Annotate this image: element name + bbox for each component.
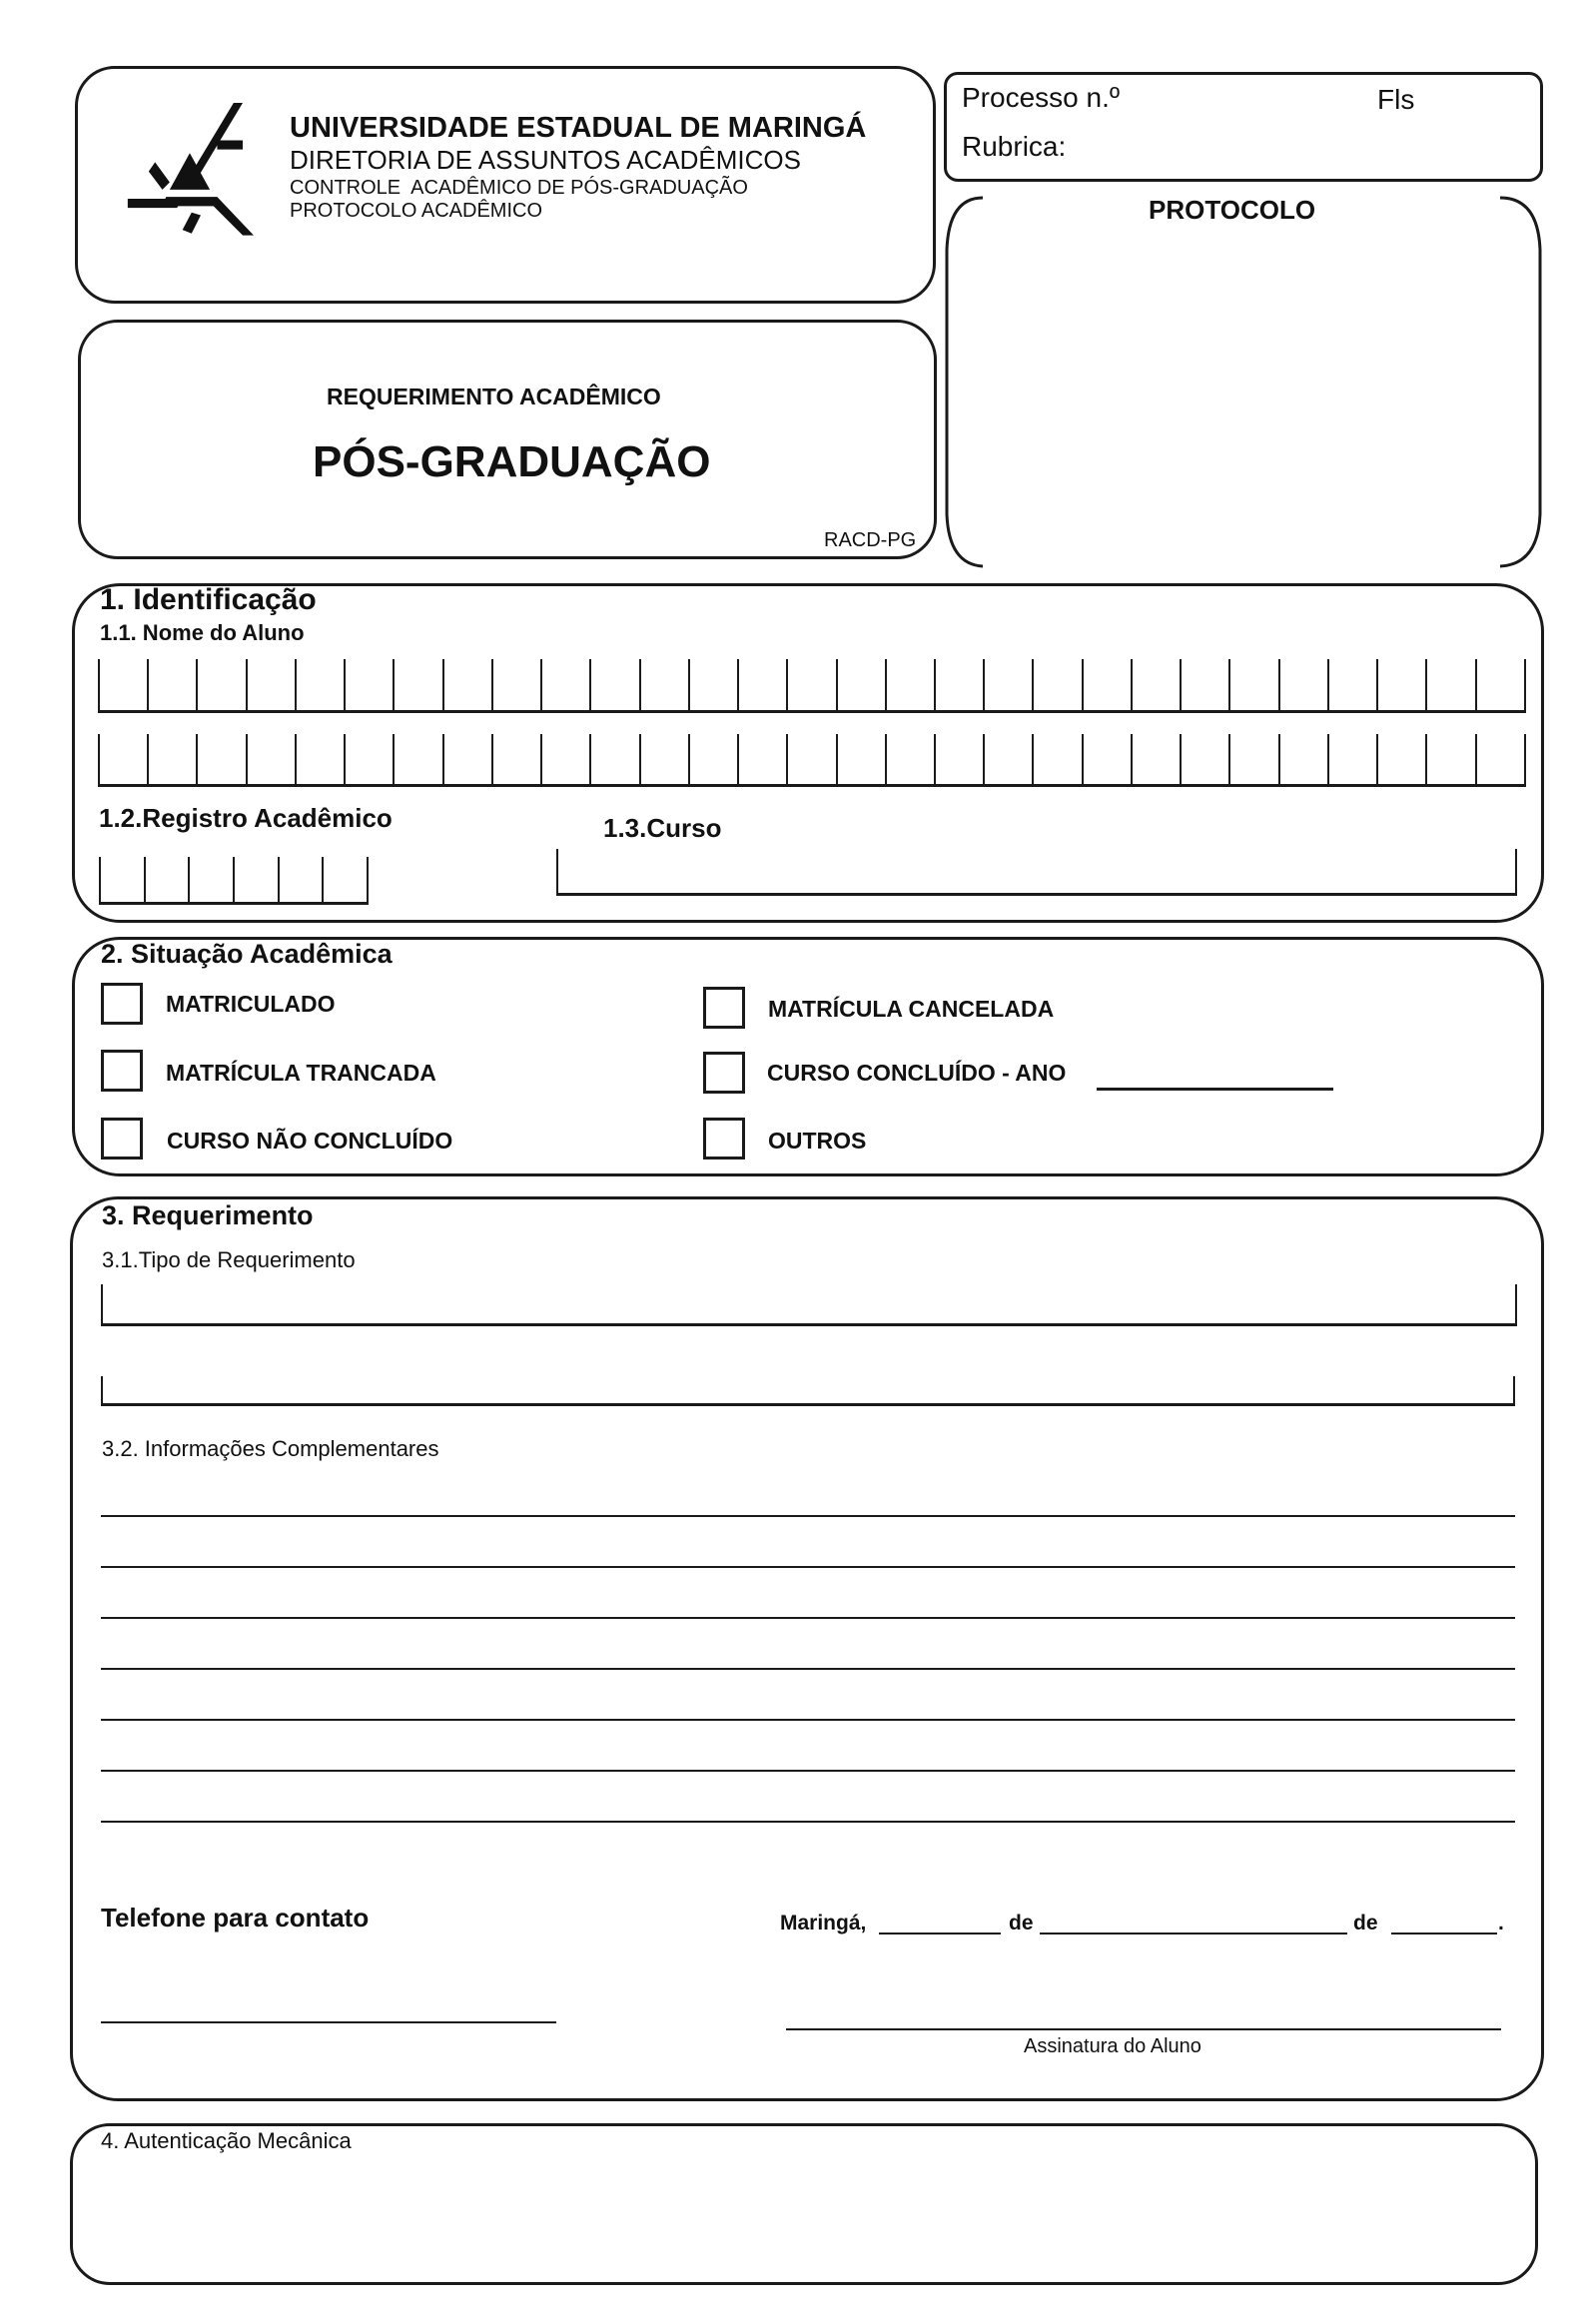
name-char-cell[interactable]	[147, 734, 196, 784]
informacoes-line[interactable]	[101, 1770, 1515, 1772]
informacoes-line[interactable]	[101, 1719, 1515, 1721]
checkbox-matricula-trancada[interactable]	[101, 1050, 143, 1092]
name-char-cell[interactable]	[98, 659, 147, 710]
section1-title: 1. Identificação	[100, 583, 317, 616]
phone-field[interactable]	[101, 2021, 556, 2023]
signature-label: Assinatura do Aluno	[1024, 2035, 1201, 2057]
name-char-cell[interactable]	[1327, 659, 1376, 710]
protocol-right-bracket	[1500, 198, 1540, 566]
date-year-field[interactable]	[1391, 1933, 1497, 1935]
name-char-cell[interactable]	[885, 659, 934, 710]
form-code: RACD-PG	[824, 529, 917, 551]
name-char-cell[interactable]	[983, 734, 1032, 784]
name-char-cell[interactable]	[491, 659, 540, 710]
registro-label: 1.2.Registro Acadêmico	[99, 803, 393, 833]
informacoes-line[interactable]	[101, 1668, 1515, 1670]
name-char-cell[interactable]	[393, 734, 441, 784]
name-char-cell[interactable]	[442, 659, 491, 710]
name-char-cell[interactable]	[1425, 734, 1474, 784]
name-char-cell[interactable]	[589, 659, 638, 710]
signature-field[interactable]	[786, 2028, 1501, 2030]
name-char-cell[interactable]	[836, 659, 885, 710]
university-name: UNIVERSIDADE ESTADUAL DE MARINGÁ	[290, 112, 867, 144]
name-char-cell[interactable]	[246, 734, 295, 784]
name-char-cell[interactable]	[491, 734, 540, 784]
name-char-cell[interactable]	[1278, 659, 1327, 710]
name-char-cell[interactable]	[1475, 659, 1526, 710]
name-char-cell[interactable]	[589, 734, 638, 784]
name-char-cell[interactable]	[737, 734, 786, 784]
name-char-cell[interactable]	[639, 734, 688, 784]
date-month-field[interactable]	[1040, 1933, 1347, 1935]
phone-label: Telefone para contato	[101, 1903, 370, 1933]
registro-char-cell[interactable]	[278, 857, 323, 902]
form-subtitle: REQUERIMENTO ACADÊMICO	[327, 384, 661, 409]
directorate-name: DIRETORIA DE ASSUNTOS ACADÊMICOS	[290, 145, 801, 175]
name-char-cell[interactable]	[836, 734, 885, 784]
name-char-cell[interactable]	[442, 734, 491, 784]
name-char-cell[interactable]	[1376, 659, 1425, 710]
name-char-cell[interactable]	[1082, 734, 1131, 784]
name-char-cell[interactable]	[540, 734, 589, 784]
tipo-requerimento-field-2[interactable]	[101, 1376, 1515, 1406]
name-char-cell[interactable]	[1278, 734, 1327, 784]
informacoes-line[interactable]	[101, 1515, 1515, 1517]
fls-label: Fls	[1377, 84, 1415, 115]
date-day-field[interactable]	[879, 1933, 1001, 1935]
name-char-cell[interactable]	[98, 734, 147, 784]
informacoes-line[interactable]	[101, 1566, 1515, 1568]
date-de-1: de	[1009, 1912, 1034, 1935]
section-requerimento	[70, 1196, 1544, 2101]
protocol-box-frame	[939, 190, 1548, 574]
name-char-cell[interactable]	[983, 659, 1032, 710]
checkbox-curso-concluido[interactable]	[703, 1052, 745, 1094]
curso-label: 1.3.Curso	[603, 813, 722, 843]
name-char-cell[interactable]	[295, 659, 344, 710]
option-curso-nao-concluido: CURSO NÃO CONCLUÍDO	[167, 1128, 453, 1154]
logo-stroke-2	[217, 140, 243, 149]
name-char-cell[interactable]	[147, 659, 196, 710]
ano-field[interactable]	[1097, 1088, 1333, 1091]
name-char-cell[interactable]	[1032, 659, 1081, 710]
name-char-cell[interactable]	[786, 734, 835, 784]
registro-char-cell[interactable]	[233, 857, 278, 902]
logo-stroke-3	[149, 162, 170, 189]
curso-field[interactable]	[556, 849, 1517, 896]
checkbox-outros[interactable]	[703, 1118, 745, 1160]
name-char-cell[interactable]	[688, 734, 737, 784]
tipo-requerimento-field-1[interactable]	[101, 1284, 1517, 1326]
name-char-cell[interactable]	[196, 659, 245, 710]
name-char-cell[interactable]	[1327, 734, 1376, 784]
uem-logo-icon	[126, 98, 254, 236]
name-char-cell[interactable]	[295, 734, 344, 784]
logo-stroke-5	[163, 197, 254, 235]
name-char-cell[interactable]	[393, 659, 441, 710]
name-char-cell[interactable]	[1425, 659, 1474, 710]
option-matriculado: MATRICULADO	[166, 991, 336, 1017]
name-char-cell[interactable]	[1376, 734, 1425, 784]
protocol-title: PROTOCOLO	[1149, 195, 1316, 225]
name-field-row-1[interactable]	[98, 659, 1526, 713]
informacoes-label: 3.2. Informações Complementares	[102, 1436, 439, 1461]
name-char-cell[interactable]	[246, 659, 295, 710]
name-char-cell[interactable]	[885, 734, 934, 784]
name-char-cell[interactable]	[934, 659, 983, 710]
form-title: PÓS-GRADUAÇÃO	[313, 437, 711, 486]
name-char-cell[interactable]	[688, 659, 737, 710]
checkbox-matriculado[interactable]	[101, 983, 143, 1025]
name-label: 1.1. Nome do Aluno	[100, 620, 305, 645]
control-name: CONTROLE ACADÊMICO DE PÓS-GRADUAÇÃO	[290, 177, 748, 199]
registro-char-cell[interactable]	[322, 857, 369, 902]
name-char-cell[interactable]	[1131, 659, 1180, 710]
name-char-cell[interactable]	[1475, 734, 1526, 784]
option-curso-concluido: CURSO CONCLUÍDO - ANO	[767, 1060, 1067, 1086]
name-char-cell[interactable]	[1228, 659, 1277, 710]
name-char-cell[interactable]	[934, 734, 983, 784]
option-outros: OUTROS	[768, 1128, 867, 1154]
date-city: Maringá,	[780, 1912, 867, 1935]
checkbox-curso-nao-concluido[interactable]	[101, 1118, 143, 1160]
option-matricula-cancelada: MATRÍCULA CANCELADA	[768, 996, 1055, 1022]
protocol-dept-name: PROTOCOLO ACADÊMICO	[290, 200, 543, 222]
name-char-cell[interactable]	[737, 659, 786, 710]
name-char-cell[interactable]	[1180, 659, 1228, 710]
section3-title: 3. Requerimento	[102, 1200, 314, 1230]
rubrica-label: Rubrica:	[962, 131, 1067, 162]
name-char-cell[interactable]	[1180, 734, 1228, 784]
name-char-cell[interactable]	[1032, 734, 1081, 784]
section2-title: 2. Situação Acadêmica	[101, 939, 393, 969]
registro-char-cell[interactable]	[99, 857, 144, 902]
informacoes-line[interactable]	[101, 1617, 1515, 1619]
date-end-period: .	[1498, 1912, 1504, 1935]
name-char-cell[interactable]	[1082, 659, 1131, 710]
name-char-cell[interactable]	[344, 734, 393, 784]
name-char-cell[interactable]	[196, 734, 245, 784]
name-field-row-2[interactable]	[98, 734, 1526, 787]
name-char-cell[interactable]	[1131, 734, 1180, 784]
name-char-cell[interactable]	[639, 659, 688, 710]
section4-title: 4. Autenticação Mecânica	[101, 2128, 352, 2153]
checkbox-matricula-cancelada[interactable]	[703, 987, 745, 1029]
process-number-label: Processo n.º	[962, 82, 1121, 113]
name-char-cell[interactable]	[344, 659, 393, 710]
date-de-2: de	[1353, 1912, 1378, 1935]
name-char-cell[interactable]	[1228, 734, 1277, 784]
registro-field[interactable]	[99, 857, 369, 905]
registro-char-cell[interactable]	[188, 857, 233, 902]
informacoes-line[interactable]	[101, 1821, 1515, 1823]
tipo-requerimento-label: 3.1.Tipo de Requerimento	[102, 1247, 356, 1272]
registro-char-cell[interactable]	[144, 857, 189, 902]
name-char-cell[interactable]	[786, 659, 835, 710]
name-char-cell[interactable]	[540, 659, 589, 710]
logo-stroke-6	[183, 213, 201, 234]
option-matricula-trancada: MATRÍCULA TRANCADA	[166, 1060, 436, 1086]
protocol-left-bracket	[947, 198, 983, 566]
